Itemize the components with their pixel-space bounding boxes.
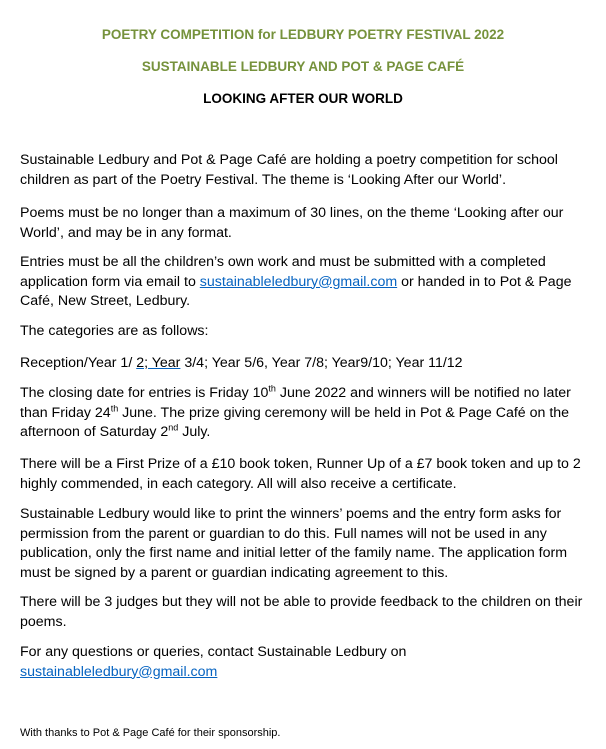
categories-list bbox=[20, 354, 590, 374]
closing-text-b: June 2022 and winners will be notified no later than Friday 24 bbox=[20, 385, 571, 421]
closing-text-d: July. bbox=[178, 424, 211, 440]
categories-part-a: Reception/Year 1/ bbox=[20, 355, 137, 371]
permission-paragraph: Sustainable Ledbury would like to print the winners’ poems and the entry form asks for permission from the parent or guardian to do this. Full names will not be used in any publication, only the first name and initial letter of the family name. The application form must be signed by a parent or guardian indicating agreement to this. bbox=[20, 506, 568, 581]
title-line-1: POETRY COMPETITION for LEDBURY POETRY FESTIVAL 2022 bbox=[101, 27, 505, 42]
ordinal-suffix: th bbox=[110, 402, 119, 413]
categories-part-c: 3/4; Year 5/6, Year 7/8; Year9/10; Year 11/12 bbox=[180, 355, 463, 371]
email-link[interactable]: sustainableledbury@gmail.com bbox=[199, 273, 398, 290]
title-line-3: LOOKING AFTER OUR WORLD bbox=[203, 91, 403, 106]
rules-paragraph: Poems must be no longer than a maximum of 30 lines, on the theme ‘Looking after our World’, and may be in any format. bbox=[20, 205, 564, 241]
categories-heading: The categories are as follows: bbox=[20, 323, 209, 339]
contact-paragraph bbox=[20, 643, 590, 682]
title-line-2: SUSTAINABLE LEDBURY AND POT & PAGE CAFÉ bbox=[141, 59, 465, 74]
judges-paragraph: There will be 3 judges but they will not be able to provide feedback to the children on their poems. bbox=[20, 594, 583, 630]
footer-thanks: With thanks to Pot & Page Café for their sponsorship. bbox=[20, 727, 281, 739]
contact-email-link[interactable]: sustainableledbury@gmail.com bbox=[20, 663, 218, 680]
ordinal-suffix: nd bbox=[168, 422, 179, 433]
entries-paragraph bbox=[20, 253, 590, 312]
entries-text-after: or handed in to Pot & Page Café, New Street, Ledbury. bbox=[20, 273, 572, 309]
categories-part-b: 2; Year bbox=[136, 355, 181, 371]
ordinal-suffix: th bbox=[268, 383, 276, 394]
entries-text: Entries must be all the children’s own work and must be submitted with a completed application form via email to bbox=[20, 254, 546, 290]
prizes-paragraph: There will be a First Prize of a £10 book token, Runner Up of a £7 book token and up to 2 highly commended, in each category. All will also receive a certificate. bbox=[20, 456, 581, 492]
intro-paragraph: Sustainable Ledbury and Pot & Page Café are holding a poetry competition for school children as part of the Poetry Festival. The theme is ‘Looking After our World’. bbox=[20, 152, 558, 188]
closing-text-c: June. The prize giving ceremony will be held in Pot & Page Café on the afternoon of Saturday 2 bbox=[20, 404, 570, 440]
contact-text: For any questions or queries, contact Sustainable Ledbury on bbox=[20, 644, 407, 660]
closing-text-a: The closing date for entries is Friday 10 bbox=[20, 385, 269, 401]
closing-date-paragraph bbox=[20, 384, 590, 443]
